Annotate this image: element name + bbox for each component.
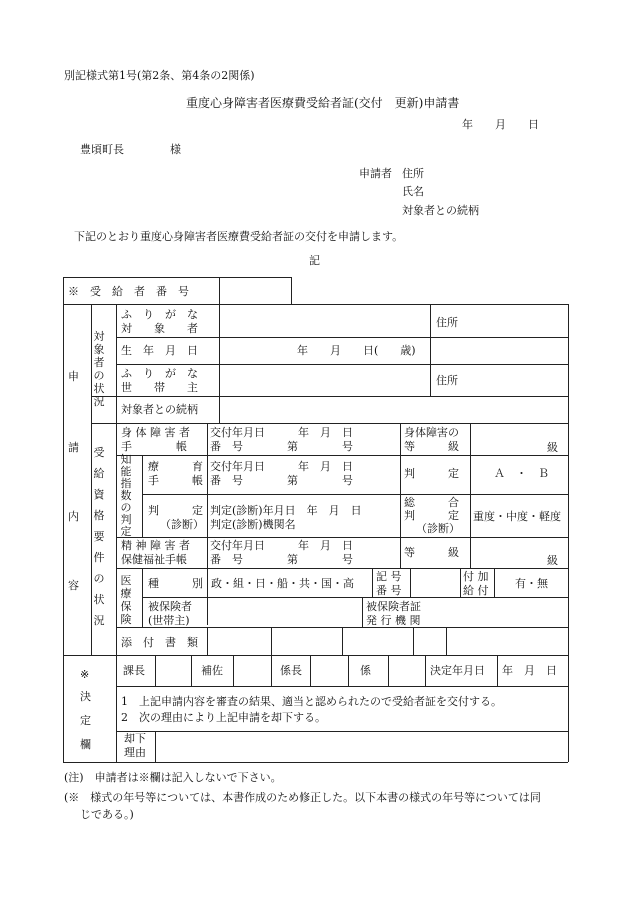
- table-rule-v: [494, 568, 495, 597]
- decision-date-label: 決定年月日: [430, 664, 485, 677]
- table-rule-h: [91, 396, 568, 397]
- ryoiku-issue-2: 番 号 第 号: [210, 474, 353, 487]
- dob-label: 生 年 月 日: [121, 344, 198, 357]
- table-rule-v: [142, 455, 143, 537]
- eligibility-status-label: 受給資格要件の状況: [93, 446, 105, 627]
- table-rule-v: [460, 568, 461, 597]
- hihokensha-1: 被保険者: [148, 600, 192, 613]
- mental-kyu: 級: [547, 554, 558, 567]
- table-rule-v: [362, 597, 363, 627]
- table-rule-h: [63, 762, 568, 763]
- decision-item-2: 2 次の理由により上記申請を却下する。: [121, 711, 326, 724]
- table-rule-h: [116, 686, 568, 687]
- table-rule-h: [91, 423, 568, 424]
- table-rule-h: [116, 568, 568, 569]
- table-rule-v: [116, 655, 117, 762]
- table-rule-v: [388, 655, 389, 686]
- side-apply-1: 申: [68, 370, 79, 383]
- shubetsu-label: 種 別: [148, 577, 203, 590]
- intellect-label: 知能指数の判定: [120, 453, 132, 538]
- table-rule-v: [348, 655, 349, 686]
- table-rule-v: [410, 568, 411, 597]
- side-apply-4: 容: [68, 579, 79, 592]
- physical-label-2: 手 帳: [121, 440, 187, 453]
- table-rule-v: [430, 304, 431, 364]
- target-label: 対 象 者: [121, 322, 198, 335]
- table-rule-v: [63, 655, 64, 762]
- form-title: 重度心身障害者医療費受給者証(交付 更新)申請書: [186, 96, 460, 110]
- table-rule-v: [191, 655, 192, 686]
- ki-label: 記: [309, 254, 320, 267]
- mental-label-1: 精 神 障 害 者: [121, 539, 190, 552]
- physical-issue-2: 番 号 第 号: [210, 440, 353, 453]
- shindan-label-1: 判 定: [148, 504, 203, 517]
- table-rule-v: [207, 423, 208, 625]
- target-status-label: 対象者の状況: [93, 330, 105, 408]
- kacho-label: 課長: [123, 664, 145, 677]
- table-rule-v: [219, 277, 220, 304]
- recipient-number-label: ※ 受 給 者 番 号: [68, 285, 189, 298]
- table-rule-v: [413, 627, 414, 655]
- note-1: (注) 申請者は※欄は記入しないで下さい。: [64, 771, 282, 784]
- addressee-honorific: 様: [170, 143, 181, 156]
- issuer-1: 被保険者証: [366, 600, 421, 613]
- applicant-relation-label: 対象者との続柄: [402, 204, 479, 217]
- insurance-types: 政・組・日・船・共・国・高: [211, 577, 354, 590]
- physical-label-1: 身 体 障 害 者: [121, 426, 190, 439]
- table-rule-h: [116, 337, 568, 338]
- physical-issue-1: 交付年月日 年 月 日: [210, 426, 353, 439]
- kakari-label: 係: [360, 664, 371, 677]
- table-rule-h: [116, 537, 568, 538]
- decision-side-2: 決: [80, 690, 91, 703]
- intro-text: 下記のとおり重度心身障害者医療費受給者証の交付を申請します。: [74, 230, 404, 243]
- hihokensha-2: (世帯主): [148, 614, 190, 627]
- table-rule-h: [63, 277, 291, 278]
- table-rule-h: [142, 597, 568, 598]
- table-rule-v: [400, 423, 401, 568]
- umu-options: 有・無: [515, 577, 548, 590]
- fuka-label-2: 給 付: [463, 584, 489, 597]
- table-rule-v: [155, 655, 156, 686]
- table-rule-v: [568, 304, 569, 655]
- sogo-label-1: 総 合: [404, 496, 459, 509]
- decision-ymd: 年 月 日: [502, 664, 557, 677]
- table-rule-v: [425, 655, 426, 686]
- table-rule-v: [219, 304, 220, 423]
- table-rule-v: [63, 304, 64, 655]
- decision-side-1: ※: [80, 668, 90, 681]
- table-rule-v: [155, 731, 156, 762]
- physical-grade-1: 身体障害の: [404, 426, 459, 439]
- table-rule-v: [271, 655, 272, 686]
- form-number: 別記様式第1号(第2条、第4条の2関係): [64, 69, 255, 82]
- mental-label-2: 保健福祉手帳: [121, 553, 187, 566]
- table-rule-h: [116, 731, 568, 732]
- kigo-label-2: 番 号: [376, 584, 402, 597]
- note-2b: じである。): [80, 808, 134, 821]
- mental-grade: 等 級: [404, 546, 459, 559]
- table-rule-v: [63, 277, 64, 304]
- attachments-label: 添 付 書 類: [121, 636, 198, 649]
- household-furigana-label: ふ り が な: [121, 367, 198, 380]
- applicant-label: 申請者: [359, 167, 392, 180]
- household-label: 世 帯 主: [121, 381, 198, 394]
- target-address-label: 住所: [436, 316, 458, 329]
- insurance-label: 医療保険: [120, 574, 132, 626]
- table-rule-v: [372, 568, 373, 597]
- table-rule-v: [91, 304, 92, 655]
- table-rule-h: [142, 494, 568, 495]
- target-furigana-label: ふ り が な: [121, 308, 198, 321]
- table-rule-v: [116, 304, 117, 655]
- severity-options: 重度・中度・軽度: [473, 510, 561, 523]
- household-address-label: 住所: [436, 374, 458, 387]
- ryoiku-label-1: 療 育: [148, 460, 203, 473]
- kakaricho-label: 係長: [280, 664, 302, 677]
- relation-label: 対象者との続柄: [121, 403, 198, 416]
- side-apply-3: 内: [68, 510, 79, 523]
- shindan-date: 判定(診断)年月日 年 月 日: [210, 504, 362, 517]
- side-apply-2: 請: [68, 441, 79, 454]
- sogo-label-3: （診断）: [416, 522, 460, 535]
- issuer-2: 発 行 機 関: [366, 614, 421, 627]
- table-rule-v: [233, 655, 234, 686]
- rejection-reason-1: 却下: [124, 732, 146, 745]
- decision-side-3: 定: [80, 714, 91, 727]
- applicant-address-label: 住所: [402, 167, 424, 180]
- table-rule-v: [271, 627, 272, 655]
- table-rule-v: [342, 627, 343, 655]
- ryoiku-hantei: 判 定: [404, 467, 459, 480]
- table-rule-v: [430, 364, 431, 396]
- table-rule-v: [310, 655, 311, 686]
- table-rule-h: [116, 455, 568, 456]
- mental-issue-2: 番 号 第 号: [210, 553, 353, 566]
- sogo-label-2: 判 定: [404, 509, 459, 522]
- rejection-reason-2: 理由: [124, 746, 146, 759]
- fuka-label-1: 付 加: [463, 570, 489, 583]
- table-rule-v: [568, 655, 569, 762]
- shindan-label-2: （診断）: [160, 518, 204, 531]
- kigo-label-1: 記 号: [376, 570, 402, 583]
- decision-side-4: 欄: [80, 738, 91, 751]
- hosa-label: 補佐: [201, 664, 223, 677]
- date-line: 年 月 日: [462, 118, 539, 131]
- applicant-name-label: 氏名: [402, 185, 424, 198]
- mental-issue-1: 交付年月日 年 月 日: [210, 539, 353, 552]
- table-rule-h: [63, 304, 568, 305]
- table-rule-v: [291, 277, 292, 304]
- addressee: 豊頃町長: [80, 143, 124, 156]
- table-rule-v: [497, 655, 498, 686]
- table-rule-h: [116, 364, 568, 365]
- dob-value: 年 月 日( 歳): [297, 344, 416, 357]
- note-2a: (※ 様式の年号等については、本書作成のため修正した。以下本書の様式の年号等については同: [64, 791, 541, 804]
- table-rule-v: [207, 627, 208, 655]
- table-rule-v: [470, 423, 471, 568]
- table-rule-h: [63, 655, 568, 656]
- ryoiku-ab: Ａ ・ Ｂ: [494, 467, 549, 480]
- shindan-org: 判定(診断)機関名: [210, 518, 296, 531]
- table-rule-v: [446, 627, 447, 655]
- ryoiku-label-2: 手 帳: [148, 474, 203, 487]
- ryoiku-issue-1: 交付年月日 年 月 日: [210, 460, 353, 473]
- decision-item-1: 1 上記申請内容を審査の結果、適当と認められたので受給者証を交付する。: [121, 695, 502, 708]
- physical-grade-2: 等 級: [404, 440, 459, 453]
- physical-kyu: 級: [547, 441, 558, 454]
